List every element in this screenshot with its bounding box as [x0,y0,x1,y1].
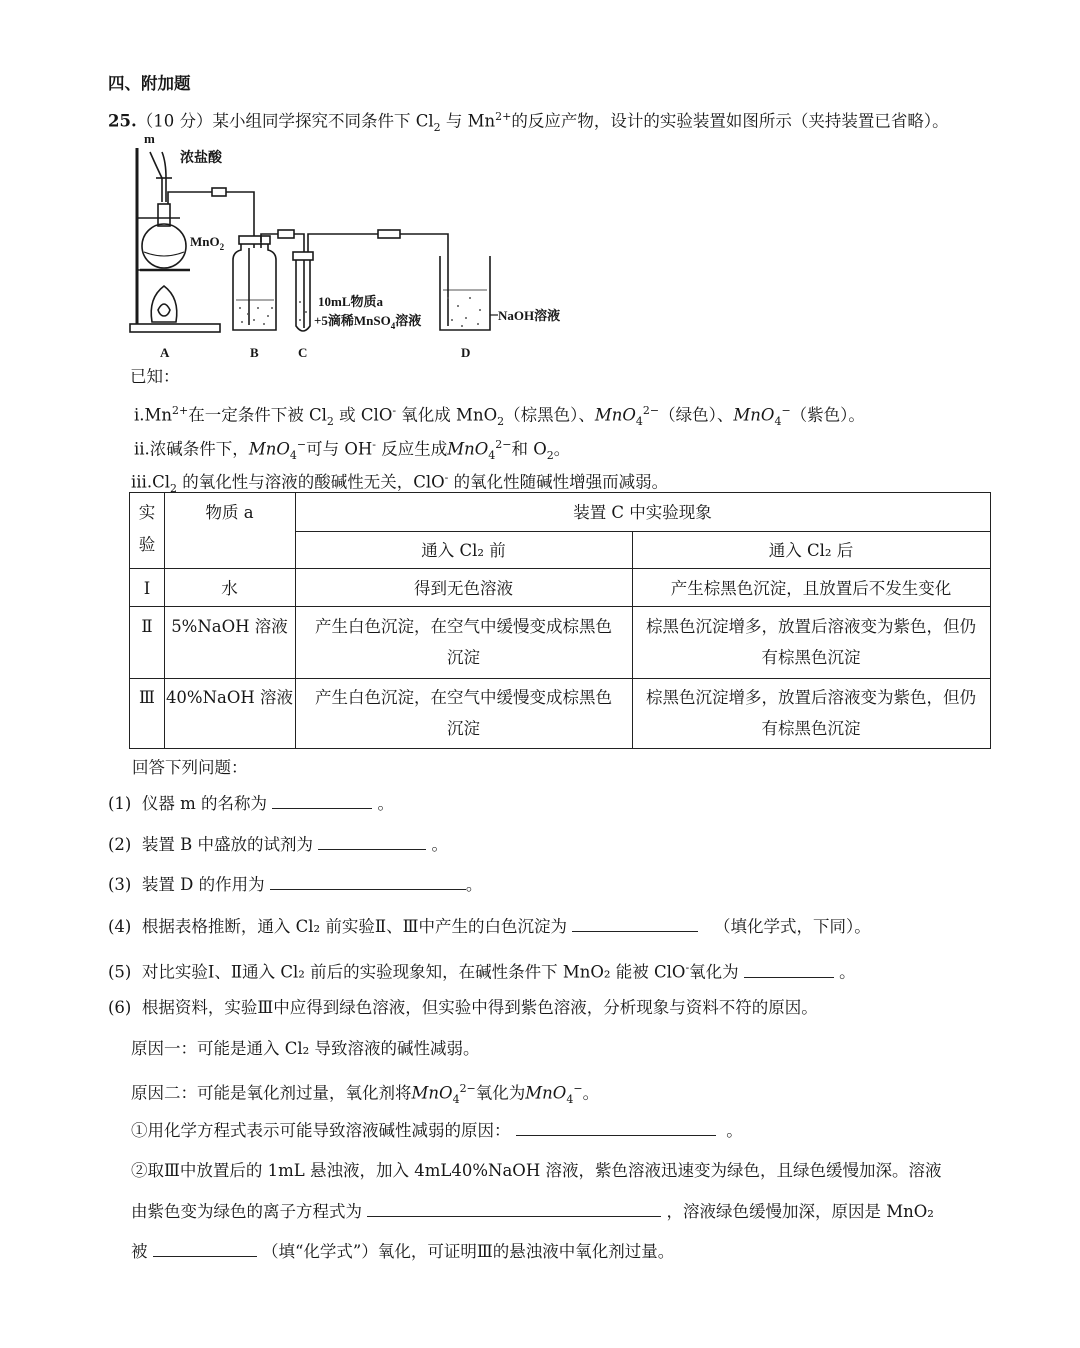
label-mno2: MnO$_2$ [190,234,225,252]
q-text-b: 氧化为 [689,962,739,982]
q-end: 。 [377,794,395,813]
header-exp-2: 验 [138,535,156,554]
label-naoh: NaOH溶液 [498,308,561,323]
header-before: 通入 Cl₂ 前 [421,541,506,560]
text: 反应生成 [375,439,448,459]
text: 原因二：可能是氧化剂过量，氧化剂将 [131,1083,412,1103]
text: ，溶液绿色缓慢加深，原因是 MnO₂ [666,1202,934,1221]
sub: 4 [635,414,643,428]
sub: 2 [326,414,334,428]
q-num: (5) [108,962,132,982]
answer-blank-2[interactable] [318,835,426,850]
sub: 4 [774,414,782,428]
text: 。 [582,1083,600,1103]
question-number: 25. [108,111,137,131]
sub: 2 [497,414,505,428]
row-2-before-line1: 产生白色沉淀，在空气中缓慢变成棕黑色 [315,617,612,636]
row-3-before-line1: 产生白色沉淀，在空气中缓慢变成棕黑色 [315,688,612,707]
text-end: 。 [726,1121,743,1140]
sup: − [296,438,307,451]
row-2-before [295,611,632,673]
question-2 [108,834,448,856]
q-end: 。 [839,962,856,982]
row-3-id: Ⅲ [139,688,155,707]
sup: 2− [459,1082,476,1095]
text: 被 [131,1242,148,1261]
label-m: m [144,131,155,146]
text: （紫色）。 [790,405,865,425]
text: （绿色）、 [659,405,734,425]
sub: 2 [169,481,177,495]
reason-1: 原因一：可能是通入 Cl₂ 导致溶液的碱性减弱。 [131,1039,480,1058]
formula: MnO [733,405,775,425]
row-1-material: 水 [221,579,238,598]
sub: 4 [566,1092,574,1106]
q-text: 对比实验Ⅰ、Ⅱ通入 Cl₂ 前后的实验现象知，在碱性条件下 MnO₂ 能被 ClO [141,962,686,982]
known-ii [134,434,570,467]
text: 氧化成 MnO [396,405,498,425]
q-text: 根据资料，实验Ⅲ中应得到绿色溶液，但实验中得到紫色溶液，分析现象与资料不符的原因。 [141,998,818,1017]
sub-question-1 [131,1120,743,1142]
row-2-after [632,611,990,673]
question-6 [108,997,818,1019]
sup: 2− [642,404,660,417]
q-num: (2) [108,835,132,854]
label-acid: 浓盐酸 [180,151,222,166]
label-A: A [160,345,170,360]
question-3 [108,874,482,896]
text: ⅲ.Cl [131,472,170,492]
answer-blank-6-2[interactable] [367,1202,661,1217]
q-num: (6) [108,998,132,1017]
text: （棕黑色）、 [504,405,595,425]
row-3-material: 40%NaOH 溶液 [165,688,294,707]
section-title: 四、附加题 [108,74,191,93]
question-1 [108,793,394,815]
header-exp [130,497,164,561]
text: ①用化学方程式表示可能导致溶液碱性减弱的原因： [131,1121,511,1140]
row-2-id: Ⅱ [141,617,153,636]
row-3-after-line1: 棕黑色沉淀增多，放置后溶液变为紫色，但仍 [646,688,976,707]
formula: MnO [594,405,636,425]
q-end: （填化学式，下同）。 [714,917,871,936]
answer-blank-3[interactable] [270,875,466,890]
header-after: 通入 Cl₂ 后 [768,541,854,560]
intro-text-a: 某小组同学探究不同条件下 Cl [212,111,434,131]
text: 氧化为 [475,1083,526,1103]
sup: − [573,1082,583,1095]
text: 和 O [511,439,547,459]
sub-question-2-line2 [131,1201,934,1223]
answer-blank-6-1[interactable] [516,1121,716,1136]
reason-2 [131,1078,599,1111]
row-3-after [632,682,990,744]
intro-text-b: 与 Mn [440,111,496,131]
formula: MnO [248,439,290,459]
q-num: (1) [108,794,132,813]
text: 在一定条件下被 Cl [188,405,327,425]
sub: 4 [289,448,297,462]
row-1-before: 得到无色溶液 [414,579,513,598]
label-C: C [298,345,308,360]
row-2-after-line1: 棕黑色沉淀增多，放置后溶液变为紫色，但仍 [646,617,976,636]
q-text: 装置 B 中盛放的试剂为 [141,835,313,854]
row-1-id: Ⅰ [143,579,151,598]
text: 的氧化性随碱性增强而减弱。 [448,472,669,492]
known-i [134,400,865,433]
sup: - [444,471,449,484]
label-c-line1: 10mL物质a [318,294,384,309]
text: 。 [553,439,571,459]
text: ⅰ.Mn [134,405,173,425]
intro-text-c: 的反应产物，设计的实验装置如图所示（夹持装置已省略）。 [511,111,949,131]
header-material: 物质 a [205,503,254,522]
q-end: 。 [431,835,448,854]
q-text: 装置 D 的作用为 [141,875,265,894]
sup: - [372,438,376,451]
row-2-before-line2: 沉淀 [447,648,480,667]
text: ⅱ.浓碱条件下， [134,439,249,459]
answer-blank-4[interactable] [572,917,698,932]
sub-question-2-line3 [131,1241,674,1263]
answers-title: 回答下列问题： [132,758,248,777]
sub-question-2-line1: ②取Ⅲ中放置后的 1mL 悬浊液，加入 4mL40%NaOH 溶液，紫色溶液迅速变为绿色，且绿色缓慢加深。溶液 [131,1161,942,1180]
text: 由紫色变为绿色的离子方程式为 [131,1202,362,1221]
apparatus-diagram [118,130,588,365]
text: 或 ClO [333,405,393,425]
formula: MnO [525,1083,567,1103]
row-1-after: 产生棕黑色沉淀，且放置后不发生变化 [670,579,952,598]
header-exp-1: 实 [138,503,156,522]
row-3-after-line2: 有棕黑色沉淀 [761,719,861,738]
formula: MnO [447,439,489,459]
text: （填“化学式”）氧化，可证明Ⅲ的悬浊液中氧化剂过量。 [262,1242,675,1261]
q-end: 。 [465,875,483,894]
header-phenomena: 装置 C 中实验现象 [573,503,712,522]
answer-blank-1[interactable] [272,794,372,809]
sub: 2 [433,120,441,134]
question-4 [108,916,871,938]
sup: − [781,404,791,417]
experiment-table [129,492,991,749]
sup: 2+ [172,404,189,417]
text: 的氧化性与溶液的酸碱性无关，ClO [176,472,445,492]
answer-blank-5[interactable] [744,963,834,978]
question-5 [108,957,856,984]
label-B: B [250,345,259,360]
formula: MnO [411,1083,453,1103]
row-2-material: 5%NaOH 溶液 [171,617,288,636]
label-D: D [461,345,471,360]
sub: 2 [546,448,554,462]
row-2-after-line2: 有棕黑色沉淀 [761,648,861,667]
question-points: （10 分） [136,111,213,131]
q-num: (4) [108,917,132,936]
sub: 4 [452,1092,460,1106]
sup: 2− [495,438,512,451]
row-3-before [295,682,632,744]
q-num: (3) [108,875,132,894]
answer-blank-6-3[interactable] [153,1242,257,1257]
row-3-before-line2: 沉淀 [447,719,480,738]
sup: - [685,961,690,974]
sub: 4 [488,448,496,462]
sup: - [392,404,397,417]
q-text: 根据表格推断，通入 Cl₂ 前实验Ⅱ、Ⅲ中产生的白色沉淀为 [141,917,568,936]
label-c-line2: +5滴稀MnSO$_4$溶液 [314,313,422,331]
text: 可与 OH [306,439,373,459]
q-text: 仪器 m 的名称为 [141,794,268,813]
known-title: 已知： [130,367,180,386]
sup: 2+ [495,110,512,123]
